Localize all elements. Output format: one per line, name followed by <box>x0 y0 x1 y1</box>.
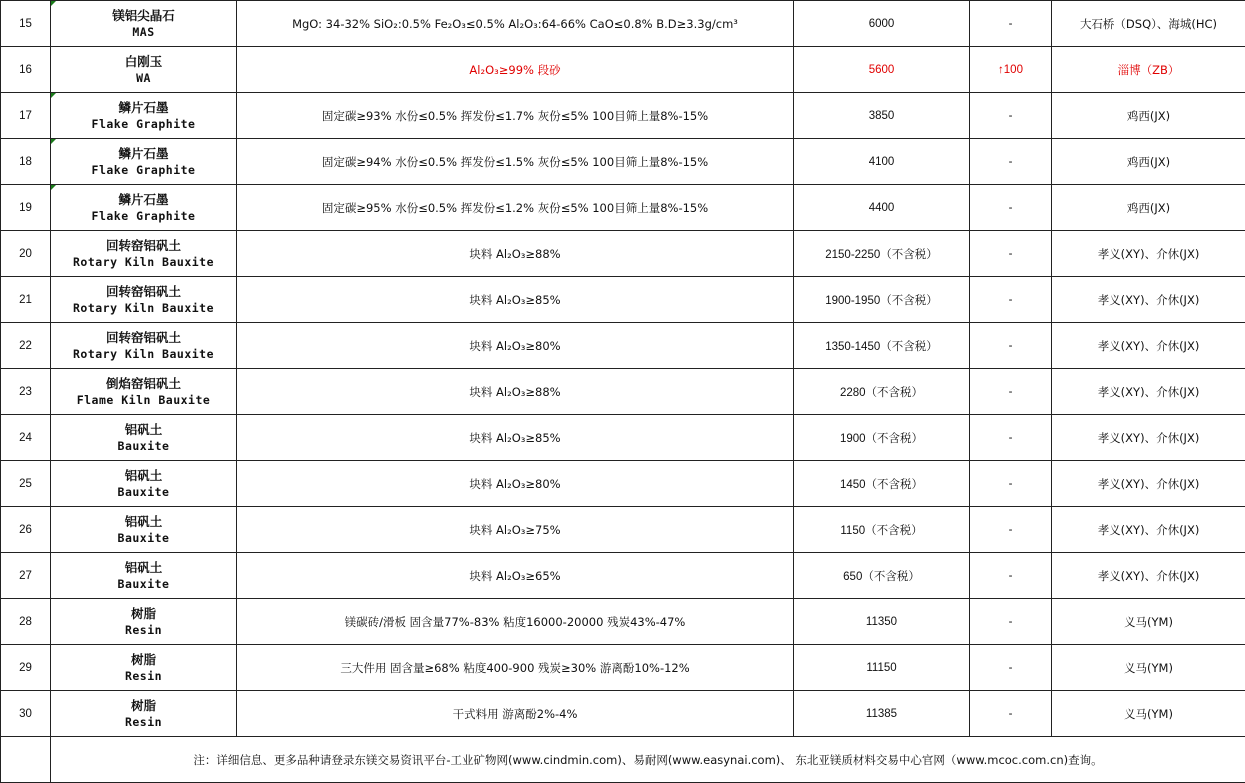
product-name-en: Flame Kiln Bauxite <box>76 392 211 407</box>
product-price: 4100 <box>794 139 970 185</box>
price-change: - <box>970 231 1052 277</box>
price-change: - <box>970 369 1052 415</box>
product-origin: 孝义(XY)、介休(JX) <box>1052 277 1245 323</box>
table-row <box>1 691 1245 737</box>
price-change: - <box>970 185 1052 231</box>
product-price: 1150（不含税） <box>794 507 970 553</box>
product-name-en: WA <box>136 70 151 85</box>
product-name-en: Bauxite <box>117 484 170 499</box>
product-name-cn: 树脂 <box>130 697 156 713</box>
product-name-cn: 铝矾土 <box>124 513 163 529</box>
price-change: - <box>970 415 1052 461</box>
price-change: - <box>970 93 1052 139</box>
product-origin: 孝义(XY)、介休(JX) <box>1052 553 1245 599</box>
row-number: 23 <box>1 369 51 415</box>
product-name-en: Bauxite <box>117 438 170 453</box>
product-origin: 鸡西(JX) <box>1052 185 1245 231</box>
product-spec: 块料 Al₂O₃≥85% <box>237 277 794 323</box>
product-spec: 块料 Al₂O₃≥65% <box>237 553 794 599</box>
row-number: 24 <box>1 415 51 461</box>
row-number: 21 <box>1 277 51 323</box>
price-table-body <box>1 1 1245 783</box>
product-spec: Al₂O₃≥99% 段砂 <box>237 47 794 93</box>
row-number: 15 <box>1 1 51 47</box>
product-name <box>51 691 237 737</box>
row-number: 26 <box>1 507 51 553</box>
product-price: 1900-1950（不含税） <box>794 277 970 323</box>
product-name <box>51 645 237 691</box>
product-name-cn: 铝矾土 <box>124 467 163 483</box>
product-name <box>51 185 237 231</box>
product-name <box>51 47 237 93</box>
product-origin: 孝义(XY)、介休(JX) <box>1052 461 1245 507</box>
product-name-en: Rotary Kiln Bauxite <box>72 300 215 315</box>
product-name-cn: 鳞片石墨 <box>118 145 169 161</box>
table-row <box>1 1 1245 47</box>
price-change <box>970 47 1052 93</box>
product-origin: 淄博（ZB） <box>1052 47 1245 93</box>
product-name-cn: 鳞片石墨 <box>118 99 169 115</box>
product-name <box>51 599 237 645</box>
table-row <box>1 507 1245 553</box>
price-change: - <box>970 553 1052 599</box>
product-name-cn: 树脂 <box>130 651 156 667</box>
row-number: 28 <box>1 599 51 645</box>
product-name-cn: 白刚玉 <box>124 53 163 69</box>
row-number: 25 <box>1 461 51 507</box>
product-price: 2280（不含税） <box>794 369 970 415</box>
product-name-en: Resin <box>124 622 163 637</box>
table-row <box>1 185 1245 231</box>
row-number: 18 <box>1 139 51 185</box>
table-row <box>1 47 1245 93</box>
table-row <box>1 553 1245 599</box>
product-spec: 块料 Al₂O₃≥80% <box>237 461 794 507</box>
product-price: 4400 <box>794 185 970 231</box>
table-row <box>1 645 1245 691</box>
arrow-up-icon: ↑ <box>998 63 1004 76</box>
product-name-en: Flake Graphite <box>91 116 196 131</box>
product-price: 1450（不含税） <box>794 461 970 507</box>
product-name <box>51 553 237 599</box>
product-origin: 孝义(XY)、介休(JX) <box>1052 369 1245 415</box>
product-name-en: Bauxite <box>117 530 170 545</box>
note-spacer <box>1 737 51 783</box>
product-name <box>51 461 237 507</box>
product-name-cn: 铝矾土 <box>124 559 163 575</box>
table-row <box>1 369 1245 415</box>
product-name <box>51 1 237 47</box>
product-origin: 孝义(XY)、介休(JX) <box>1052 231 1245 277</box>
product-spec: 块料 Al₂O₃≥80% <box>237 323 794 369</box>
price-change-value: 100 <box>1003 63 1023 76</box>
product-name-cn: 铝矾土 <box>124 421 163 437</box>
product-price: 11150 <box>794 645 970 691</box>
product-price: 11350 <box>794 599 970 645</box>
product-price: 1900（不含税） <box>794 415 970 461</box>
table-row <box>1 323 1245 369</box>
table-row <box>1 599 1245 645</box>
row-number: 20 <box>1 231 51 277</box>
product-spec: 块料 Al₂O₃≥85% <box>237 415 794 461</box>
product-origin: 大石桥（DSQ）、海城(HC) <box>1052 1 1245 47</box>
price-change: - <box>970 139 1052 185</box>
product-spec: 块料 Al₂O₃≥75% <box>237 507 794 553</box>
product-spec: 固定碳≥93% 水份≤0.5% 挥发份≤1.7% 灰份≤5% 100目筛上量8%-15% <box>237 93 794 139</box>
product-name-cn: 回转窑铝矾土 <box>105 237 181 253</box>
product-spec: 块料 Al₂O₃≥88% <box>237 369 794 415</box>
product-price: 650（不含税） <box>794 553 970 599</box>
product-name <box>51 323 237 369</box>
product-spec: 固定碳≥94% 水份≤0.5% 挥发份≤1.5% 灰份≤5% 100目筛上量8%-15% <box>237 139 794 185</box>
product-name-en: Resin <box>124 668 163 683</box>
product-origin: 义马(YM) <box>1052 691 1245 737</box>
product-name <box>51 231 237 277</box>
product-price: 6000 <box>794 1 970 47</box>
product-spec: 固定碳≥95% 水份≤0.5% 挥发份≤1.2% 灰份≤5% 100目筛上量8%-15% <box>237 185 794 231</box>
product-spec: MgO: 34-32% SiO₂:0.5% Fe₂O₃≤0.5% Al₂O₃:64-66% CaO≤0.8% B.D≥3.3g/cm³ <box>237 1 794 47</box>
footnote: 注：详细信息、更多品种请登录东镁交易资讯平台-工业矿物网(www.cindmin.com)、易耐网(www.easynai.com)、 东北亚镁质材料交易中心官网（www.mcoc.com.cn)查询。 <box>51 737 1245 783</box>
product-name-en: Rotary Kiln Bauxite <box>72 346 215 361</box>
product-origin: 孝义(XY)、介休(JX) <box>1052 415 1245 461</box>
price-change: - <box>970 507 1052 553</box>
product-origin: 孝义(XY)、介休(JX) <box>1052 507 1245 553</box>
product-origin: 鸡西(JX) <box>1052 93 1245 139</box>
price-change: - <box>970 1 1052 47</box>
product-spec: 镁碳砖/滑板 固含量77%-83% 粘度16000-20000 残炭43%-47% <box>237 599 794 645</box>
row-number: 29 <box>1 645 51 691</box>
note-row <box>1 737 1245 783</box>
row-number: 19 <box>1 185 51 231</box>
product-spec: 干式料用 游离酚2%-4% <box>237 691 794 737</box>
price-change: - <box>970 599 1052 645</box>
product-name-en: Rotary Kiln Bauxite <box>72 254 215 269</box>
price-change: - <box>970 691 1052 737</box>
price-change: - <box>970 277 1052 323</box>
price-change: - <box>970 645 1052 691</box>
product-price: 1350-1450（不含税） <box>794 323 970 369</box>
product-price: 3850 <box>794 93 970 139</box>
price-change: - <box>970 461 1052 507</box>
product-name-en: Flake Graphite <box>91 208 196 223</box>
product-name-en: Bauxite <box>117 576 170 591</box>
product-name-cn: 树脂 <box>130 605 156 621</box>
product-origin: 义马(YM) <box>1052 645 1245 691</box>
row-number: 30 <box>1 691 51 737</box>
table-row <box>1 139 1245 185</box>
product-name-cn: 回转窑铝矾土 <box>105 329 181 345</box>
product-origin: 鸡西(JX) <box>1052 139 1245 185</box>
product-origin: 义马(YM) <box>1052 599 1245 645</box>
table-row <box>1 93 1245 139</box>
table-row <box>1 231 1245 277</box>
product-name-en: MAS <box>132 24 155 39</box>
product-spec: 块料 Al₂O₃≥88% <box>237 231 794 277</box>
product-name <box>51 369 237 415</box>
row-number: 16 <box>1 47 51 93</box>
product-price: 5600 <box>794 47 970 93</box>
row-number: 22 <box>1 323 51 369</box>
table-row <box>1 415 1245 461</box>
product-name <box>51 507 237 553</box>
product-name <box>51 139 237 185</box>
price-change: - <box>970 323 1052 369</box>
product-name <box>51 277 237 323</box>
product-name-cn: 回转窑铝矾土 <box>105 283 181 299</box>
product-origin: 孝义(XY)、介休(JX) <box>1052 323 1245 369</box>
product-name-en: Flake Graphite <box>91 162 196 177</box>
product-name <box>51 93 237 139</box>
product-name <box>51 415 237 461</box>
product-name-cn: 鳞片石墨 <box>118 191 169 207</box>
row-number: 27 <box>1 553 51 599</box>
product-name-en: Resin <box>124 714 163 729</box>
product-name-cn: 镁铝尖晶石 <box>112 7 175 23</box>
row-number: 17 <box>1 93 51 139</box>
table-row <box>1 277 1245 323</box>
product-spec: 三大件用 固含量≥68% 粘度400-900 残炭≥30% 游离酚10%-12% <box>237 645 794 691</box>
table-row <box>1 461 1245 507</box>
product-price: 2150-2250（不含税） <box>794 231 970 277</box>
product-price: 11385 <box>794 691 970 737</box>
product-name-cn: 倒焰窑铝矾土 <box>105 375 181 391</box>
